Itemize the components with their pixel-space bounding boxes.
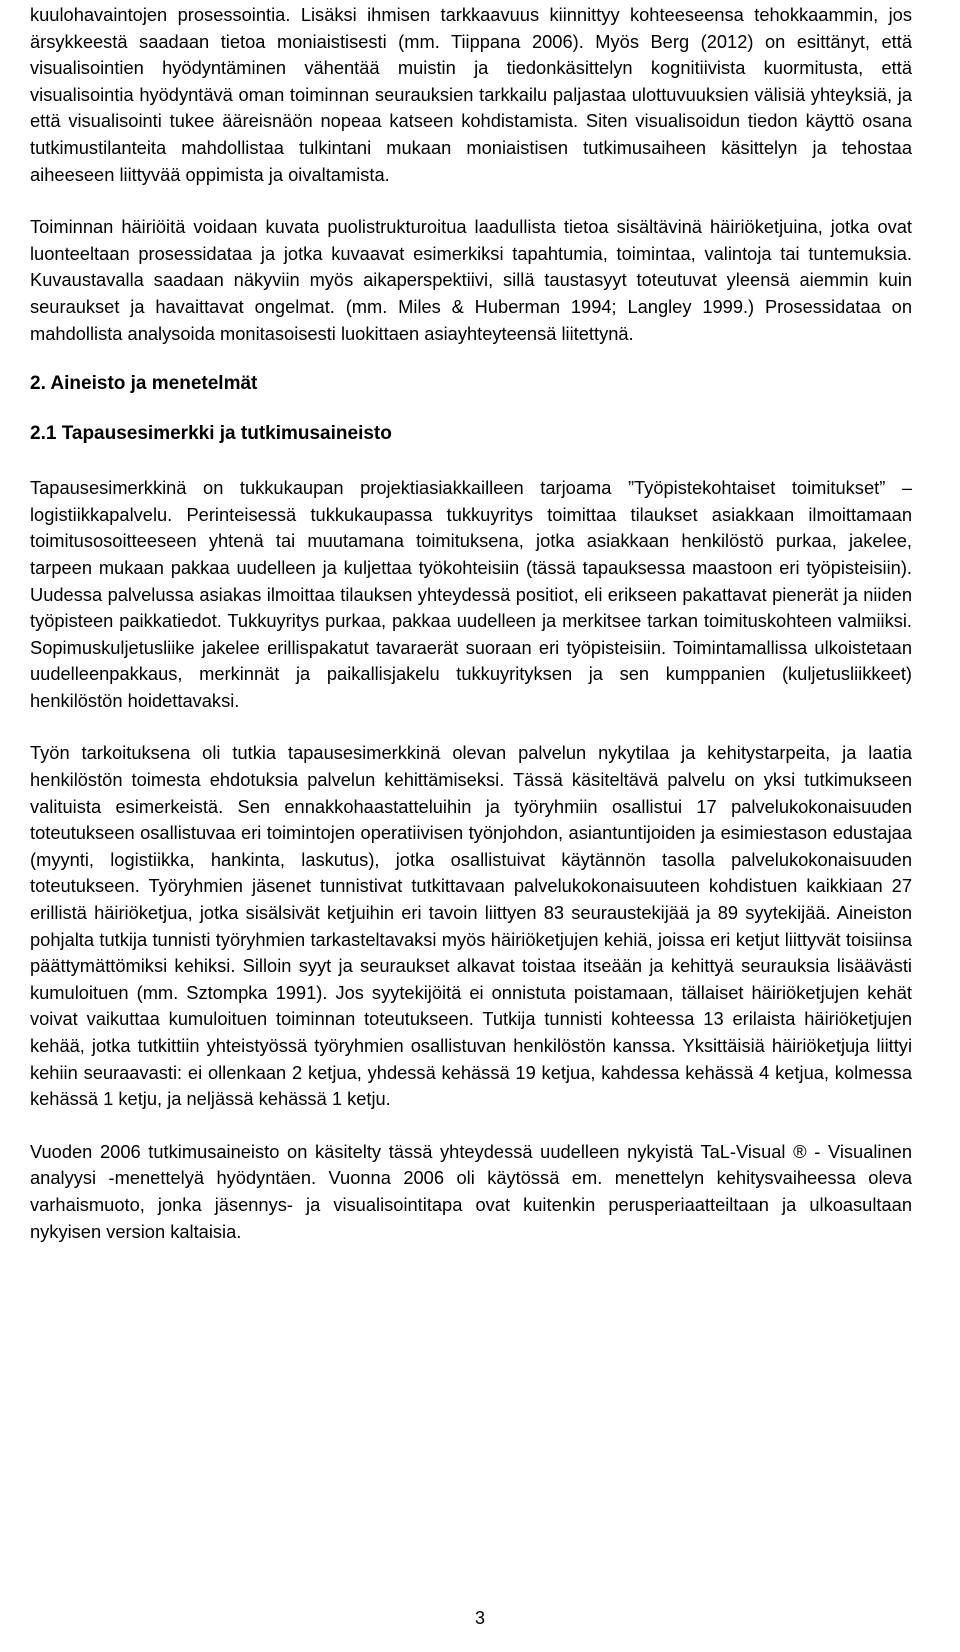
section-heading-materials-methods: 2. Aineisto ja menetelmät: [30, 373, 258, 395]
page-number: 3: [474, 1608, 485, 1628]
paragraph-research-purpose: Työn tarkoituksena oli tutkia tapausesimerkkinä olevan palvelun nykytilaa ja kehitystarpeita, ja laatia henkilöstön toimesta ehdotuksia palvelun kehittämiseksi. Tässä käsiteltävä palvelu on yksi tutkimukseen valituista esimerkeistä. Sen ennakkohaastatteluihin ja työryhmiin osallistui 17 palvelukokonaisuuden toteutukseen osallistuvaa eri toimintojen operatiivisen työnjohdon, asiantuntijoiden ja esimiestason edustajaa (myynti, logistiikka, hankinta, laskutus), jotka osallistuivat käytännön tasolla palvelukokonaisuuden toteutukseen. Työryhmien jäsenet tunnistivat tutkittavaan palvelukokonaisuuteen kohdistuen kaikkiaan 27 erillistä häiriöketjua, jotka sisälsivät ketjuihin eri tavoin liittyen 83 seuraustekijää ja 89 syytekijää. Aineiston pohjalta tutkija tunnisti työryhmien tarkasteltavaksi myös häiriöketjujen kehiä, joissa eri ketjut liittyvät toisiinsa päättymättömiksi kehiksi. Silloin syyt ja seuraukset alkavat toistaa itseään ja kehittyä seurauksia lisäävästi kumuloituen (mm. Sztompka 1991). Jos syytekijöitä ei onnistuta poistamaan, tällaiset häiriöketjujen kehät voivat vaikuttaa kumuloituen toiminnan toteutukseen. Tutkija tunnisti kohteessa 13 erilaista häiriöketjujen kehää, jotka tutkittiin yhteistyössä työryhmien osallistuvan henkilöstön kanssa. Yksittäisiä häiriöketjuja liittyi kehiin seuraavasti: ei ollenkaan 2 ketjua, yhdessä kehässä 19 ketjua, kahdessa kehässä 4 ketjua, kolmessa kehässä 1 ketju, ja neljässä kehässä 1 ketju.: [30, 742, 912, 1110]
subsection-heading-case-example: 2.1 Tapausesimerkki ja tutkimusaineisto: [30, 423, 392, 445]
page-content: [30, 2, 912, 1245]
paragraph-disruption-chains: Toiminnan häiriöitä voidaan kuvata puolistrukturoitua laadullista tietoa sisältävinä häiriöketjuina, jotka ovat luonteeltaan prosessidataa ja jotka kuvaavat esimerkiksi tapahtumia, toimintaa, valintoja tai tuntemuksia. Kuvaustavalla saadaan näkyviin myös aikaperspektiivi, sillä taustasyyt toteutuvat yleensä aiemmin kuin seuraukset ja havaittavat ongelmat. (mm. Miles & Huberman 1994; Langley 1999.) Prosessidataa on mahdollista analysoida monitasoisesti luokittaen asiayhteyteensä liitettynä.: [30, 216, 912, 344]
paragraph-tal-visual: Vuoden 2006 tutkimusaineisto on käsitelty tässä yhteydessä uudelleen nykyistä TaL-Visual ® - Visualinen analyysi -menettelyä hyödyntäen. Vuonna 2006 oli käytössä em. menettelyn kehitysvaiheessa oleva varhaismuoto, jonka jäsennys- ja visualisointitapa ovat kuitenkin perusperiaatteiltaan ja ulkoasultaan nykyisen version kaltaisia.: [30, 1140, 912, 1242]
paragraph-case-description: Tapausesimerkkinä on tukkukaupan projektiasiakkailleen tarjoama ”Työpistekohtaiset toimitukset” – logistiikkapalvelu. Perinteisessä tukkukaupassa tukkuyritys toimittaa tilaukset asiakkaan ilmoittamaan toimitusosoitteeseen yhtenä tai muutamana toimituksena, jotka asiakkaan henkilöstö purkaa, jakelee, tarpeen mukaan pakkaa uudelleen ja kuljettaa työkohteisiin (tässä tapauksessa maastoon eri työpisteisiin). Uudessa palvelussa asiakas ilmoittaa tilauksen yhteydessä positiot, eli erikseen pakattavat pienerät ja niiden työpisteen paikkatiedot. Tukkuyritys purkaa, pakkaa uudelleen ja merkitsee tarkan toimituskohteen valmiiksi. Sopimuskuljetusliike jakelee erillispakatut tavaraerät suoraan eri työpisteisiin. Toimintamallissa ulkoistetaan uudelleenpakkaus, merkinnät ja paikallisjakelu tukkuyrityksen ja sen kumppanien (kuljetusliikkeet) henkilöstön hoidettavaksi.: [30, 477, 912, 711]
paragraph-intro-continuation: kuulohavaintojen prosessointia. Lisäksi ihmisen tarkkaavuus kiinnittyy kohteeseensa tehokkaammin, jos ärsykkeestä saadaan tietoa moniaistisesti (mm. Tiippana 2006). Myös Berg (2012) on esittänyt, että visualisointien hyödyntäminen vähentää muistin ja tiedonkäsittelyn kognitiivista kuormitusta, että visualisointia hyödyntävä oman toiminnan seurauksien tarkkailu paljastaa ulottuvuuksien välisiä yhteyksiä, ja että visualisointi tukee ääreisnäön nopeaa katseen kohdistamista. Siten visualisoidun tiedon käyttö osana tutkimustilanteita mahdollistaa tulkintani mukaan moniaistisen tutkimusaiheen käsittelyn ja tehostaa aiheeseen liittyvää oppimista ja oivaltamista.: [30, 4, 912, 185]
